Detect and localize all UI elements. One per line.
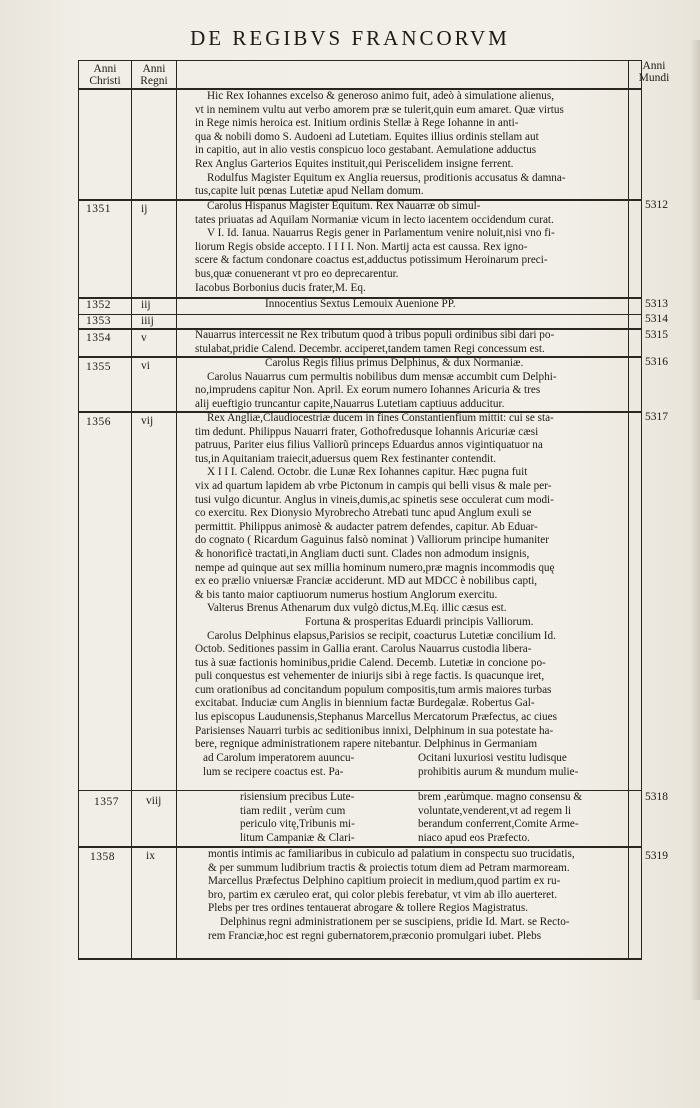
text-line: Rodulfus Magister Equitum ex Anglia reuersus, proditionis accusatus & damna- — [207, 171, 566, 184]
running-head: DE REGIBVS FRANCORVM — [190, 26, 510, 50]
text-line: rem Franciæ,hoc est regni gubernatorem,præconio promulgari iubet. Plebs — [208, 929, 542, 942]
text-line: lus episcopus Laudunensis,Stephanus Marcellus Mercatorum Præfectus, ac ciues — [195, 711, 557, 724]
year-mundi: 5316 — [645, 356, 668, 368]
text-line: Iacobus Borbonius ducis frater,M. Eq. — [195, 281, 366, 294]
text-line: Ocitani luxuriosi vestitu ludisque — [418, 752, 567, 764]
text-line: vix ad quartum lapidem ab vrbe Pictonum in campis qui belli visus & male per- — [195, 479, 552, 492]
text-line: bere, regnique administrationem rapere nitebantur. Delphinus in Germaniam — [195, 738, 538, 751]
regni-text-divider — [176, 60, 177, 960]
year-mundi: 5312 — [645, 199, 668, 211]
text-line: Carolus Regis filius primus Delphinus, & dux Normaniæ. — [265, 357, 524, 369]
year-christi: 1354 — [86, 332, 111, 344]
text-line: voluntate,venderent,vt ad regem li — [418, 804, 572, 817]
page-edge-shadow — [690, 40, 700, 1000]
text-line: ad Carolum imperatorem auuncu- — [203, 752, 355, 764]
year-regni: vij — [141, 415, 154, 427]
text-line: niaco apud eos Præfecto. — [418, 831, 530, 844]
text-line: tates priuatas ad Aquilam Normaniæ vicum in lecto iacentem occidendum curat. — [195, 213, 554, 226]
year-mundi: 5319 — [645, 850, 668, 862]
year-regni: v — [141, 332, 147, 344]
text-line: in capitio, aut in alio vestis conspicuo loco gestabant. Aemulatione adductus — [195, 144, 537, 157]
text-line: Rex Anglus Garterios Equites instituit,qui Periscelidem insigne ferrent. — [195, 157, 514, 170]
entry-1356 — [195, 412, 626, 752]
year-regni: iiij — [141, 315, 154, 327]
text-line: lum se recipere coactus est. Pa- — [203, 765, 344, 778]
text-line: in Rege nimis heroica est. Initium ordinis Stellæ à Rege Iohanne in anti- — [195, 117, 519, 130]
text-line: & bis tanto maior captiuorum numerus hostium Anglorum exercitu. — [195, 588, 498, 601]
text-line: Valterus Brenus Athenarum dux vulgò dictus,M.Eq. illic cæsus est. — [207, 602, 507, 615]
text-line: berandum conferrent,Comite Arme- — [418, 818, 579, 831]
text-line: tim dedunt. Philippus Nauarri frater, Gothofredusque Iohannis Aricuriæ cæsi — [195, 425, 539, 438]
text-line: tusi vulgo dicuntur. Anglus in vineis,dumis,ac spinetis sese occulerat cum modi- — [195, 493, 554, 506]
col-header-anni-regni: Anni Regni — [140, 63, 168, 87]
text-line: co exercitu. Rex Dionysio Myrobrecho Atrebati tunc apud Anglum exuli se — [195, 507, 532, 520]
text-line: montis intimis ac familiaribus in cubiculo ad palatium in conspectu suo trucidatis, — [208, 848, 575, 860]
text-line: Fortuna & prosperitas Eduardi principis Valliorum. — [305, 615, 534, 628]
text-line: Carolus Nauarrus cum permultis nobilibus dum mensæ accumbit cum Delphi- — [207, 370, 557, 383]
entry-1358 — [208, 848, 626, 943]
header-top-rule — [78, 60, 641, 61]
year-regni: ix — [146, 850, 155, 862]
text-line: bus,quæ conuenerant vt pro eo deprecarentur. — [195, 267, 399, 280]
year-christi: 1351 — [86, 203, 111, 215]
text-line: bro, partim ex cæruleo erat, qui color plebis ferebatur, vt vim ab illo auerteret. — [208, 888, 558, 901]
year-regni: viij — [146, 795, 162, 807]
text-line: Delphinus regni administrationem per se suscipiens, pridie Id. Mart. se Recto- — [220, 915, 570, 928]
year-regni: iij — [141, 299, 151, 311]
text-line: Innocentius Sextus Lemouix Auenione PP. — [265, 298, 456, 310]
text-line: do cognato ( Ricardum Gaguinus falsò nominat ) Valliorum principe humaniter — [195, 534, 549, 547]
year-christi: 1356 — [86, 416, 111, 428]
text-line: excitabat. Induciæ cum Anglis in biennium factæ Burdegalæ. Robertus Gal- — [195, 697, 535, 710]
text-line: vt in neminem vultu aut verbo amorem præ se tulerit,quin eum amaret. Quæ virtus — [195, 103, 564, 116]
text-line: prohibitis aurum & mundum mulie- — [418, 765, 579, 778]
text-line: liorum Regis obside accepto. I I I I. Non. Martij acta est caussa. Rex igno- — [195, 240, 528, 253]
text-line: patruus, Pariter eius filius Valliorũ princeps Eduardus annos vigintiquatuor na — [195, 439, 543, 452]
text-line: X I I I. Calend. Octobr. die Lunæ Rex Iohannes capitur. Hæc pugna fuit — [207, 466, 528, 479]
text-line: tus,in Aquitaniam traiecit,aduersus quem Rex festinanter contendit. — [195, 452, 497, 465]
year-christi: 1353 — [86, 315, 111, 327]
year-mundi: 5315 — [645, 329, 668, 341]
text-line: Parisienses Nauarri turbis ac seditionibus innixi, Delphinum in sua potestate ha- — [195, 724, 554, 737]
year-mundi: 5313 — [645, 298, 668, 310]
year-regni: ij — [141, 203, 148, 215]
text-line: alij eueftigio truncantur capite,Nauarrus Lutetiam captiuus adducitur. — [195, 397, 505, 410]
text-line: & honorificè tractati,in Angliam ducti sunt. Clades non admodum insignis, — [195, 547, 530, 560]
col-header-anni-christi: Anni Christi — [89, 63, 121, 87]
text-line: cum orationibus ad concitandum populum compositis,tum armis maiores turbas — [195, 683, 552, 696]
split-right-1357 — [418, 791, 582, 845]
entry-1351 — [195, 200, 626, 295]
year-mundi: 5317 — [645, 411, 668, 423]
text-line: ex eo prælio vniuersæ Franciæ acciderunt. MD aut MDCC è nobilibus capti, — [195, 575, 538, 588]
text-line: Octob. Seditiones passim in Gallia erant. Carolus Nauarrus custodia libera- — [195, 643, 532, 656]
row-rule — [78, 314, 641, 315]
text-line: Carolus Delphinus elapsus,Parisios se recipit, coacturus Lutetiæ concilium Id. — [207, 629, 556, 642]
text-line: puli conquestus est vehementer de iniurijs sibi à rege factis. Is quacunque iret, — [195, 670, 545, 683]
text-line: Carolus Hispanus Magister Equitum. Rex Nauarræ ob simul- — [207, 200, 481, 212]
text-line: tus à suæ factionis hominibus,pridie Calend. Decemb. Lutetiæ in concione po- — [195, 656, 546, 669]
text-line: tiam rediit , verùm cum — [240, 804, 346, 817]
entry-intro — [195, 90, 626, 199]
text-line: brem ,earùmque. magno consensu & — [418, 791, 583, 803]
text-mundi-divider — [628, 60, 629, 960]
text-line: nempe ad quinque aut sex millia hominum numero,præ magnis incommodis quę — [195, 561, 555, 574]
entry-1352 — [195, 298, 626, 312]
christi-regni-divider — [131, 60, 132, 960]
text-line: V I. Id. Ianua. Nauarrus Regis gener in Parlamentum venire noluit,nisi vno fi- — [207, 227, 555, 240]
split-left-1357 — [240, 791, 355, 845]
text-line: qua & nobili domo S. Audoeni ad Lutetiam. Equites illius ordinis stellam aut — [195, 130, 539, 143]
text-line: scere & factum condonare coactus est,adductus potissimum Heroinarum preci- — [195, 254, 548, 267]
year-mundi: 5314 — [645, 313, 668, 325]
year-christi: 1355 — [86, 361, 111, 373]
text-line: tus,capite luit pœnas Lutetiæ apud Nellam domum. — [195, 185, 424, 198]
year-christi: 1358 — [90, 851, 115, 863]
left-border-rule — [78, 60, 79, 960]
text-line: Marcellus Præfectus Delphino capitium proiecit in medium,quod partim ex ru- — [208, 875, 561, 888]
table-bottom-rule — [78, 958, 641, 960]
year-christi: 1352 — [86, 299, 111, 311]
text-line: risiensium precibus Lute- — [240, 791, 355, 803]
year-mundi: 5318 — [645, 791, 668, 803]
text-line: stulabat,pridie Calend. Decembr. acciperet,tandem tamen Regi concessum est. — [195, 342, 545, 355]
text-line: Plebs per tres ordines tentauerat abrogare & tollere Regios Magistratus. — [208, 902, 528, 915]
text-line: Hic Rex Iohannes excelso & generoso animo fuit, adeò à simulatione alienus, — [207, 90, 555, 102]
text-line: Rex Angliæ,Claudiocestriæ ducem in fines Constantienfium mittit: cui se sta- — [207, 412, 554, 424]
year-christi: 1357 — [94, 796, 119, 808]
text-line: & per summum ludibrium tractis & proiectis totum diem ad Petram marmoream. — [208, 861, 570, 874]
col-header-anni-mundi: Anni Mundi — [638, 60, 670, 84]
entry-1355 — [195, 357, 626, 411]
text-line: no,imprudens capitur Non. April. Ex eorum numero Iohannes Aricuria & tres — [195, 384, 541, 397]
text-line: periculo vitę,Tribunis mi- — [240, 818, 355, 831]
split-left-1356 — [203, 752, 354, 779]
text-line: permittit. Philippus animosè & audacter patrem defendes, capitur. Ab Eduar- — [195, 520, 538, 533]
right-border-rule — [641, 60, 642, 960]
text-line: litum Campaniæ & Clari- — [240, 831, 355, 844]
entry-1354 — [195, 329, 626, 356]
year-regni: vi — [141, 360, 150, 372]
split-right-1356 — [418, 752, 578, 779]
text-line: Nauarrus intercessit ne Rex tributum quod à tribus populi ordinibus sibi dari po- — [195, 329, 555, 341]
